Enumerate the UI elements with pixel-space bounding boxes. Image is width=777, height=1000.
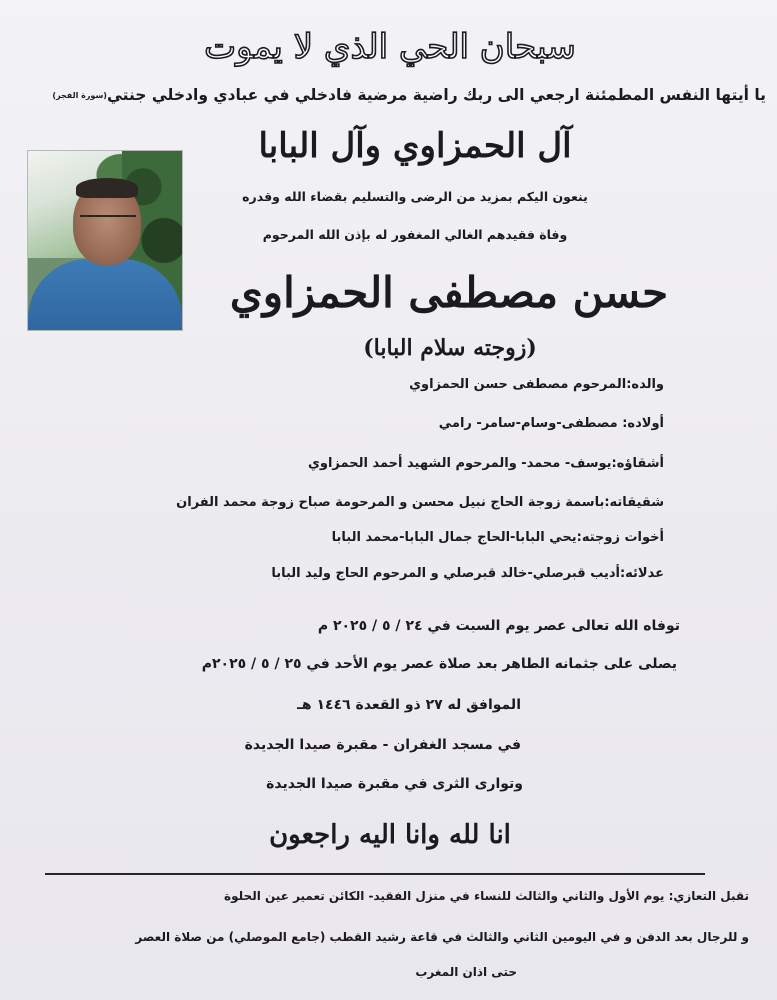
- divider-line: [45, 873, 705, 875]
- deceased-photo: [27, 150, 183, 331]
- relative-children: أولاده: مصطفى-وسام-سامر- رامي: [438, 416, 664, 431]
- mosque-location: في مسجد الغفران - مقبرة صيدا الجديدة: [244, 737, 521, 753]
- condolences-women: تقبل التعازي: يوم الأول والثاني والثالث للنساء في منزل الفقيد- الكائن تعمير عين الحلوة: [224, 889, 749, 903]
- spouse-note: (زوجته سلام البابا): [363, 335, 537, 361]
- intro-line-1: ينعون اليكم بمزيد من الرضى والتسليم بقضاء الله وقدره: [242, 189, 588, 204]
- relative-wife-siblings: أخوات زوجته:يحي البابا-الحاج جمال البابا-محمد البابا: [331, 530, 664, 545]
- quran-verse: [14, 86, 766, 104]
- condolences-men: و للرجال بعد الدفن و في اليومين الثاني والثالث في قاعة رشيد القطب (جامع الموصلي) من صلاة العصر: [135, 930, 749, 944]
- verse-text: يا أيتها النفس المطمئنة ارجعي الى ربك راضية مرضية فادخلي في عبادي وادخلي جنتي: [106, 86, 766, 104]
- relative-brothers-in-law: عدلائه:أديب قبرصلي-خالد قبرصلي و المرحوم الحاج وليد البابا: [271, 566, 664, 581]
- photo-glasses: [80, 215, 136, 229]
- family-title: آل الحمزاوي وآل البابا: [258, 126, 572, 166]
- hijri-date: الموافق له ٢٧ ذو القعدة ١٤٤٦ هـ: [297, 697, 521, 713]
- relative-sisters: شقيقاته:باسمة زوجة الحاج نبيل محسن و المرحومة صباح زوجة محمد الفران: [176, 495, 664, 510]
- condolences-until: حتى اذان المغرب: [415, 965, 517, 979]
- burial-location: وتوارى الثرى في مقبرة صيدا الجديدة: [266, 776, 523, 792]
- relative-father: والده:المرحوم مصطفى حسن الحمزاوي: [409, 377, 664, 392]
- death-date: توفاه الله تعالى عصر يوم السبت في ٢٤ / ٥ / ٢٠٢٥ م: [317, 618, 680, 634]
- intro-line-2: وفاة فقيدهم الغالي المغفور له بإذن الله المرحوم: [262, 227, 568, 242]
- photo-hair: [76, 178, 138, 198]
- prayer-info: يصلى على جثمانه الطاهر بعد صلاة عصر يوم الأحد في ٢٥ / ٥ / ٢٠٢٥م: [201, 656, 677, 672]
- relative-brothers: أشقاؤه:يوسف- محمد- والمرحوم الشهيد أحمد الحمزاوي: [307, 456, 664, 471]
- deceased-name: حسن مصطفى الحمزاوي: [229, 268, 669, 317]
- closing-phrase: انا لله وانا اليه راجعون: [269, 820, 511, 850]
- verse-reference: (سورة الفجر): [52, 91, 107, 100]
- calligraphy-header: سبحان الحي الذي لا يموت: [204, 27, 576, 67]
